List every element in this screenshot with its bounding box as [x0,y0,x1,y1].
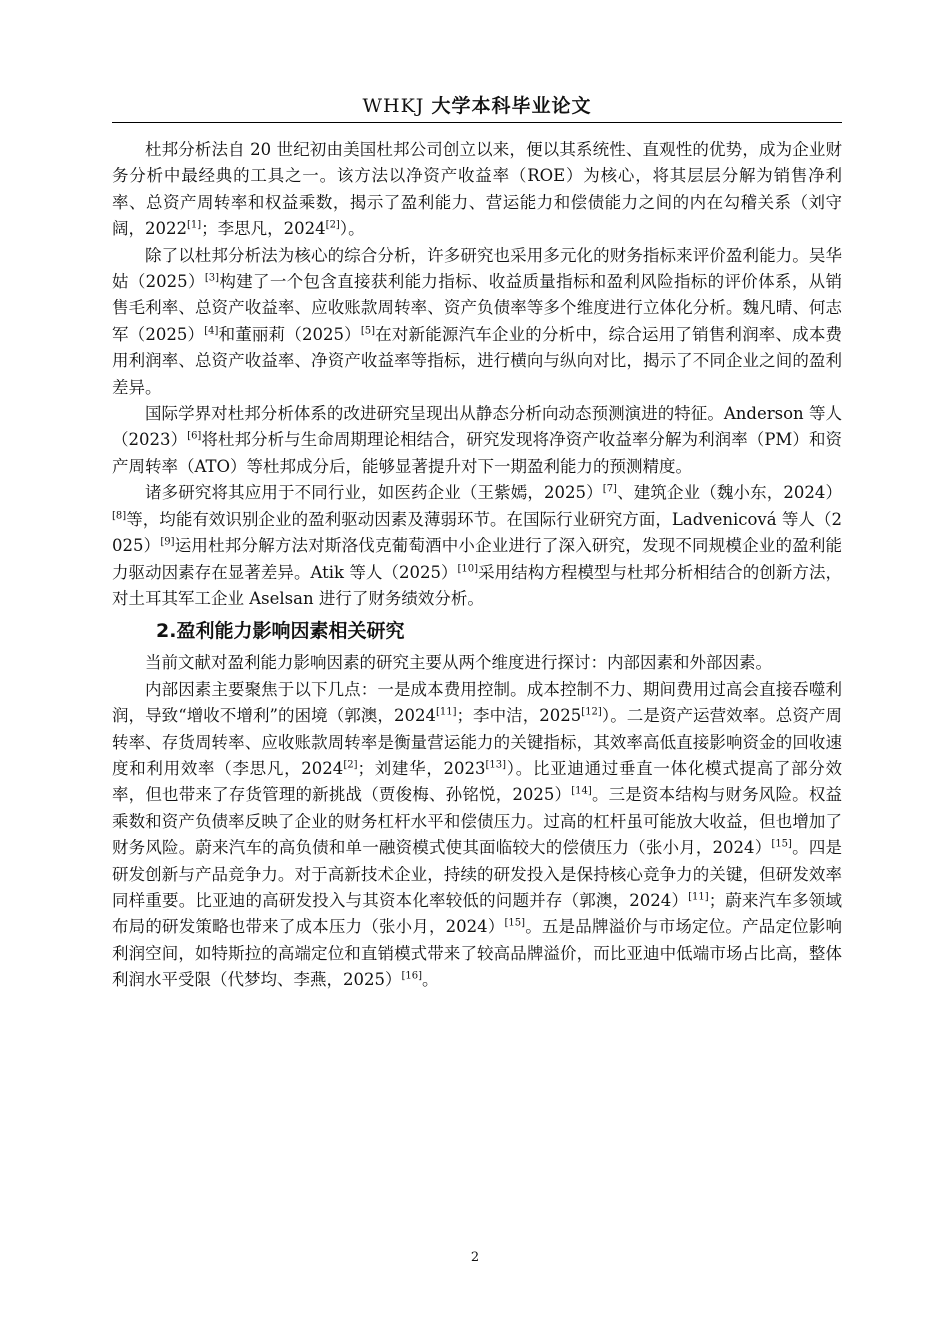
paragraph-p6 [112,677,842,994]
text-run: 除了以杜邦分析法为核心的综合分析，许多研究也采用多元化的财务指标来评价盈利能力。吴华姑（2025） [112,245,842,292]
citation-marker: [6] [187,430,202,442]
citation-marker: [2] [325,219,340,231]
text-run: 在对新能源汽车企业的分析中，综合运用了销售利润率、成本费用利润率、总资产收益率、净资产收益率等指标，进行横向与纵向对比，揭示了不同企业之间的盈利差异。 [112,324,843,397]
citation-marker: [5] [360,325,375,337]
text-run: ；李思凡，2024 [201,219,326,239]
text-run: 采用结构方程模型与杜邦分析相结合的创新方法，对土耳其军工企业 Aselsan 进行了财务绩效分析。 [112,562,842,608]
text-run: 运用杜邦分解方法对斯洛伐克葡萄酒中小企业进行了深入研究，发现不同规模企业的盈利能力驱动因素存在显著差异。Atik 等人（2025） [112,536,843,582]
text-run: ）。二是资产运营效率。总资产周转率、存货周转率、应收账款周转率是衡量营运能力的关键指标，其效率高低直接影响资金的回收速度和利用效率（李思凡，2024 [112,706,842,778]
text-run: 等，均能有效识别企业的盈利驱动因素及薄弱环节。在国际行业研究方面，Ladvenicová 等人（2025） [112,509,842,556]
text-run: ）。 [339,219,365,239]
text-run: 构建了一个包含直接获利能力指标、收益质量指标和盈利风险指标的评价体系，从销售毛利率、总资产收益率、应收账款周转率、资产负债率等多个维度进行立体化分析。魏凡晴、何志军（2025） [112,272,842,344]
running-header [112,94,842,123]
citation-marker: [10] [457,563,479,574]
citation-marker: [12] [581,706,602,718]
citation-marker: [14] [571,785,592,797]
text-run: 。五是品牌溢价与市场定位。产品定位影响利润空间，如特斯拉的高端定位和直销模式带来了较高品牌溢价，而比亚迪中低端市场占比高，整体利润水平受限（代梦均、李燕，2025） [112,917,842,990]
citation-marker: [16] [401,970,423,982]
text-run: 。四是研发创新与产品竞争力。对于高新技术企业，持续的研发投入是保持核心竞争力的关键，但研发效率同样重要。比亚迪的高研发投入与其资本化率较低的问题并存（郭澳，2024） [112,838,842,910]
text-run: 国际学界对杜邦分析体系的改进研究呈现出从静态分析向动态预测演进的特征。Anderson 等人（2023） [112,404,842,450]
paragraph-p4 [112,480,842,612]
text-run: ；刘建华，2023 [357,758,486,778]
citation-marker: [9] [160,536,175,548]
text-run: 。 [422,970,439,990]
text-run: ；蔚来汽车多领域布局的研发策略也带来了成本压力（张小月，2024） [112,890,842,937]
citation-marker: [15] [504,917,526,929]
paragraph-p3 [112,401,842,480]
citation-marker: [4] [204,325,219,337]
text-run: 和董丽莉（2025） [218,324,361,344]
paragraph-p2 [112,243,842,401]
citation-marker: [3] [204,272,220,284]
header-title: 大学本科毕业论文 [431,95,592,117]
text-run: ）。比亚迪通过垂直一体化模式提高了部分效率，但也带来了存货管理的新挑战（贾俊梅、孙铭悦，2025） [112,758,843,805]
citation-marker: [7] [602,483,617,495]
paragraph-p1 [112,137,842,243]
text-run: 内部因素主要聚焦于以下几点：一是成本费用控制。成本控制不力、期间费用过高会直接吞噬利润，导致“增收不增利”的困境（郭澳，2024 [112,679,842,726]
citation-marker: [11] [435,706,457,718]
citation-marker: [8] [112,510,127,522]
text-run: 诸多研究将其应用于不同行业，如医药企业（王紫嫣，2025） [145,483,603,503]
citation-marker: [13] [485,759,507,771]
body-text [112,137,842,994]
citation-marker: [1] [187,219,202,231]
section-heading: 2.盈利能力影响因素相关研究 [156,620,405,643]
text-run: 当前文献对盈利能力影响因素的研究主要从两个维度进行探讨：内部因素和外部因素。 [145,653,772,673]
paragraph-p5 [112,650,842,676]
text-run: 将杜邦分析与生命周期理论相结合，研究发现将净资产收益率分解为利润率（PM）和资产周转率（ATO）等杜邦成分后，能够显著提升对下一期盈利能力的预测精度。 [112,430,842,476]
text-run: ；李中洁，2025 [456,706,582,726]
page-number: 2 [470,1250,480,1265]
text-run: 杜邦分析法自 20 世纪初由美国杜邦公司创立以来，便以其系统性、直观性的优势，成为企业财务分析中最经典的工具之一。该方法以净资产收益率（ROE）为核心，将其层层分解为销售净利率、总资产周转率和权益乘数，揭示了盈利能力、营运能力和偿债能力之间的内在勾稽关系（刘守阔，2022 [112,140,842,239]
citation-marker: [2] [343,759,358,771]
header-prefix: WHKJ [362,95,425,117]
text-run: 。三是资本结构与财务风险。权益乘数和资产负债率反映了企业的财务杠杆水平和偿债压力。过高的杠杆虽可能放大收益，但也增加了财务风险。蔚来汽车的高负债和单一融资模式使其面临较大的偿债压力（张小月，2024） [112,785,842,858]
citation-marker: [15] [771,838,792,850]
text-run: 、建筑企业（魏小东，2024） [616,483,842,503]
citation-marker: [11] [688,891,709,903]
